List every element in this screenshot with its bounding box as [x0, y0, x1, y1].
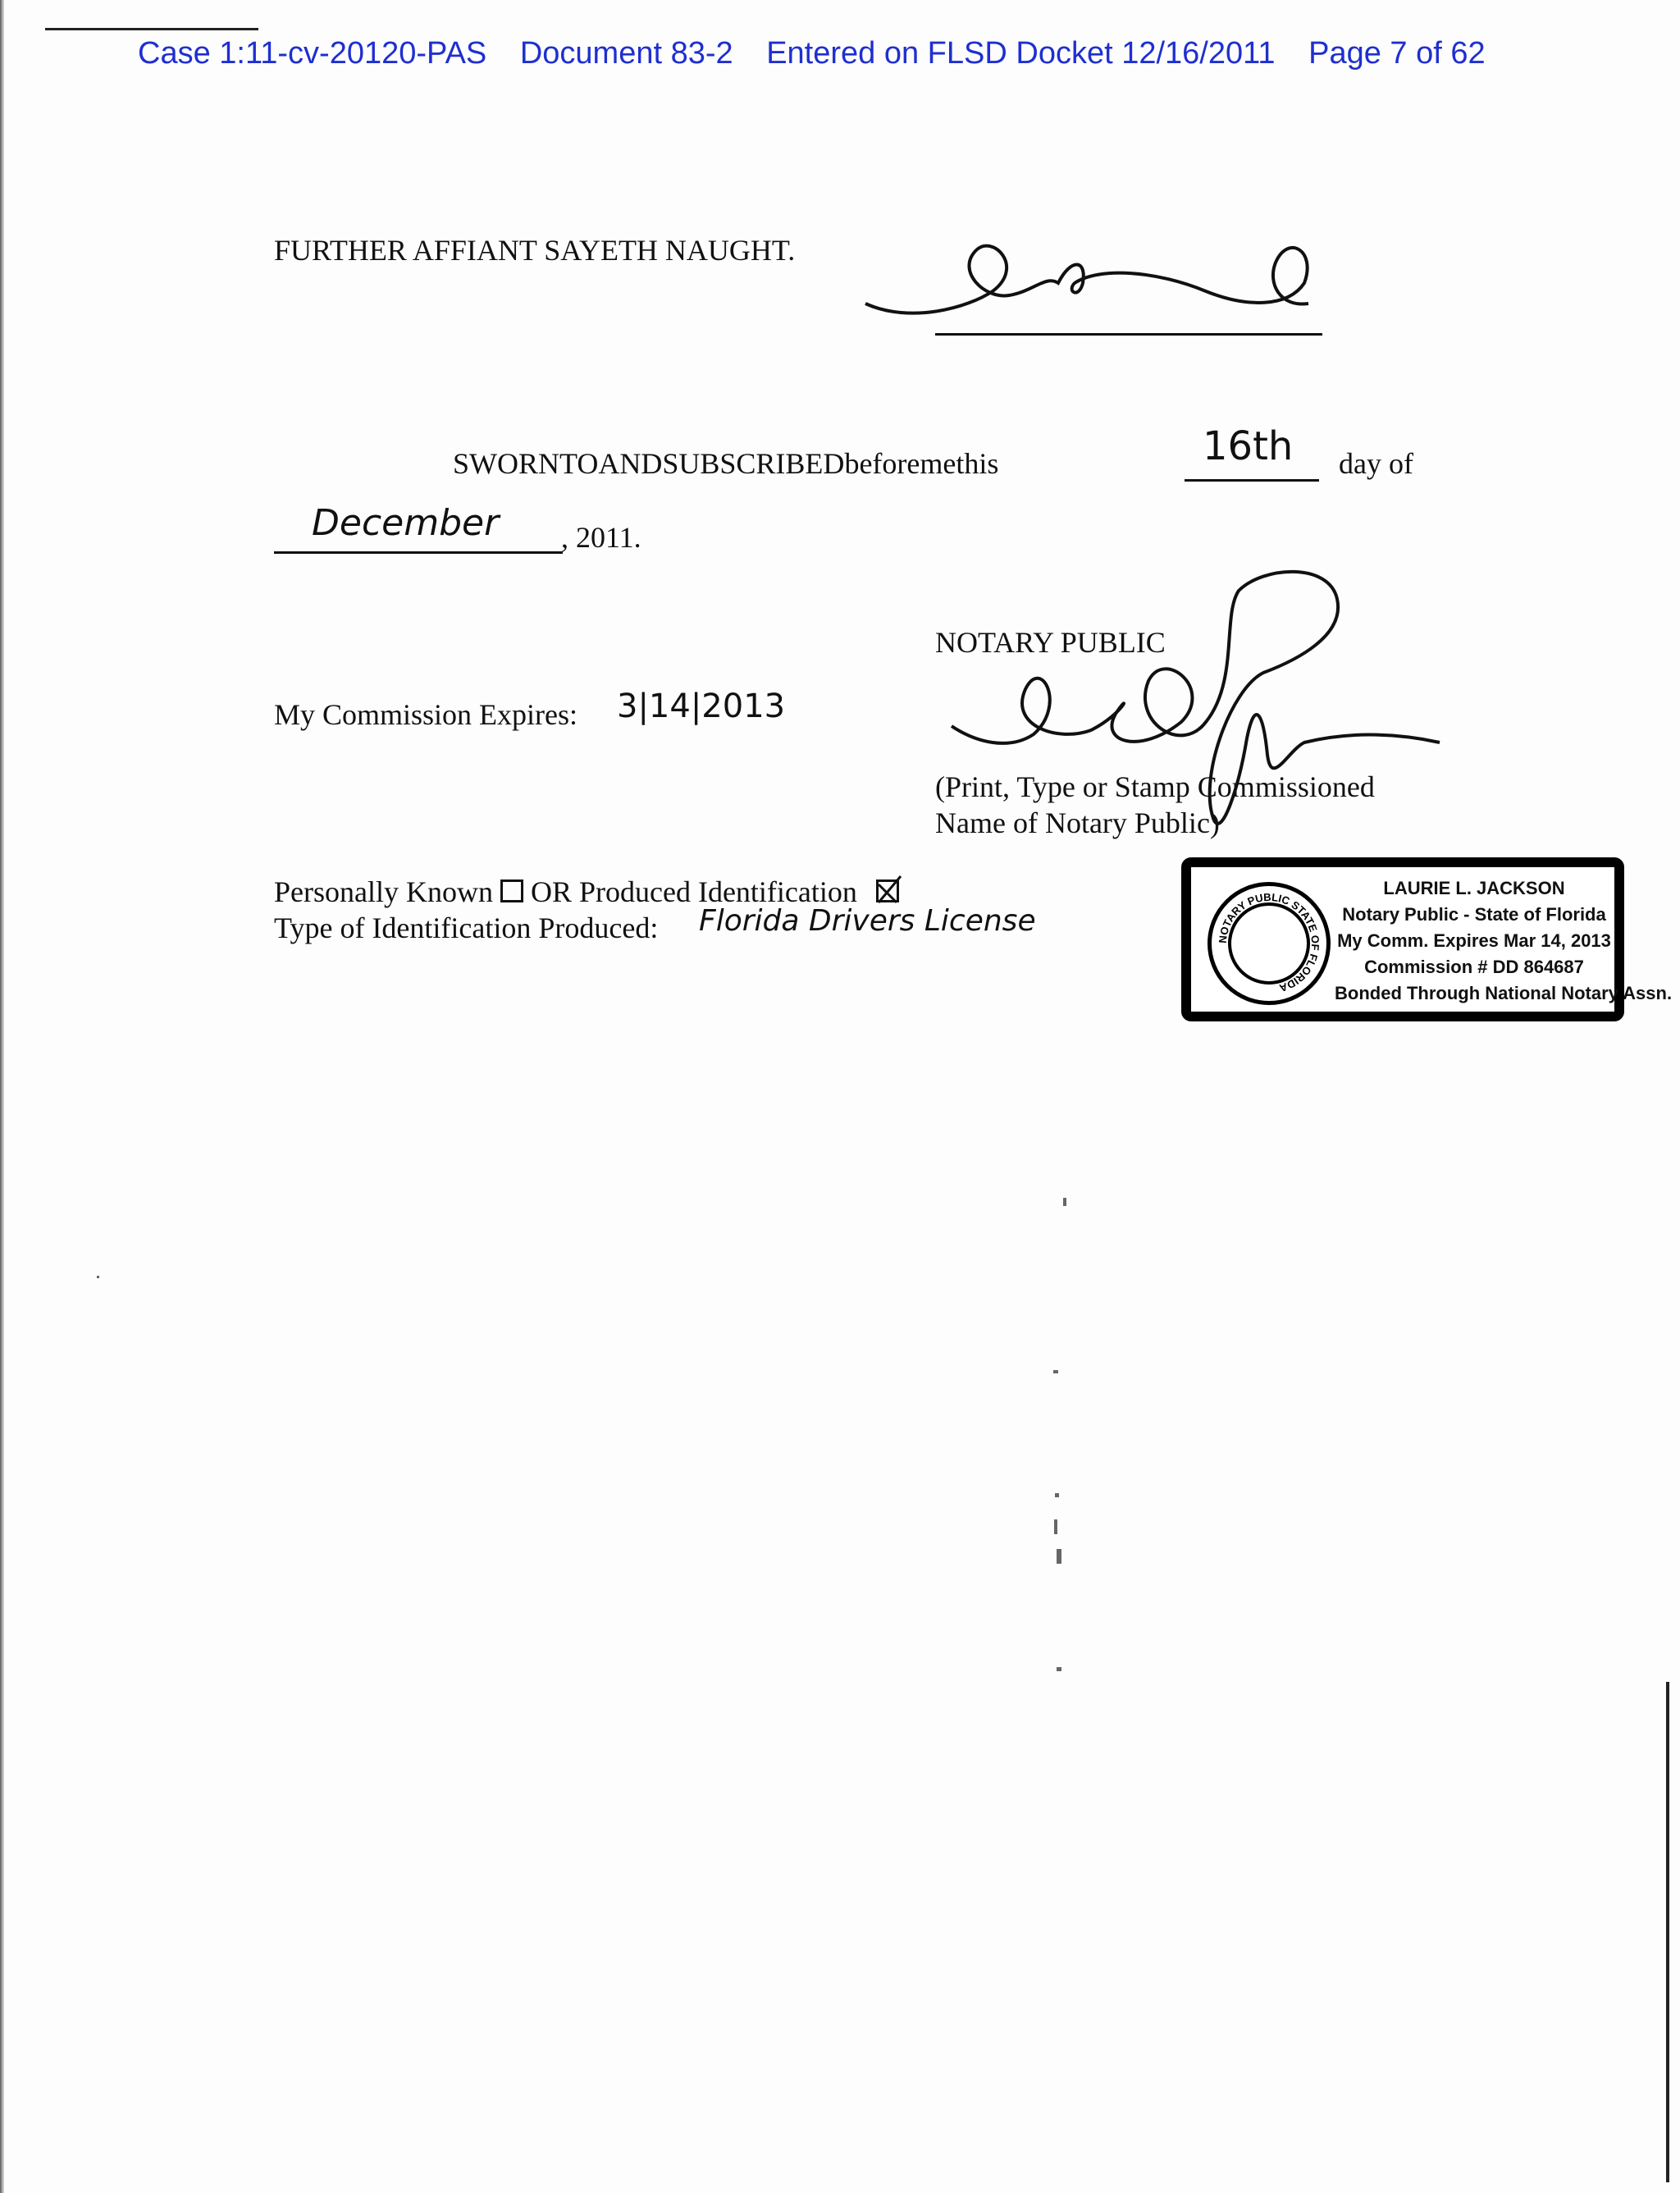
stamp-text	[1335, 875, 1673, 1007]
personally-known-label: Personally Known	[274, 875, 493, 908]
stamp-expires: My Comm. Expires Mar 14, 2013	[1337, 930, 1611, 951]
id-type-label: Type of Identification Produced:	[274, 911, 659, 944]
further-affiant-text: FURTHER AFFIANT SAYETH NAUGHT.	[274, 234, 796, 267]
scan-left-edge	[0, 0, 4, 2193]
notary-stamp	[1181, 857, 1673, 1021]
commission-expires-label: My Commission Expires:	[274, 698, 578, 731]
scan-speck	[1063, 1198, 1066, 1206]
scan-speck	[1054, 1519, 1057, 1534]
scan-speck	[1057, 1549, 1061, 1564]
produced-id-checkbox[interactable]	[876, 879, 899, 902]
sworn-word: SWORN	[453, 447, 560, 480]
day-handwritten: 16th	[1203, 423, 1294, 469]
stamp-name: LAURIE L. JACKSON	[1383, 878, 1565, 898]
print-name-line2: Name of Notary Public)	[935, 806, 1220, 839]
scan-speck	[1055, 1493, 1059, 1497]
personally-known-checkbox[interactable]	[500, 879, 523, 902]
month-blank-line	[274, 551, 563, 554]
header-case: Case 1:11-cv-20120-PAS	[138, 36, 487, 71]
id-type-handwritten: Florida Drivers License	[699, 904, 1036, 938]
stamp-bonded: Bonded Through National Notary Assn.	[1335, 983, 1673, 1003]
sworn-word: this	[956, 447, 999, 480]
day-blank-line	[1185, 479, 1319, 482]
print-name-line1: (Print, Type or Stamp Commissioned	[935, 770, 1375, 803]
header-entered: Entered on FLSD Docket 12/16/2011	[766, 36, 1276, 71]
sworn-word: TO	[559, 447, 599, 480]
scan-speck	[97, 1276, 99, 1278]
month-handwritten: December	[312, 502, 500, 544]
seal-text: NOTARY PUBLIC STATE OF FLORIDA	[1216, 890, 1322, 995]
scan-speck	[1053, 1370, 1058, 1373]
stamp-commission: Commission # DD 864687	[1364, 957, 1584, 977]
notary-public-label: NOTARY PUBLIC	[935, 626, 1166, 659]
header-page: Page 7 of 62	[1308, 36, 1486, 71]
sworn-word: before	[844, 447, 920, 480]
affiant-signature-line	[935, 333, 1322, 336]
sworn-word: SUBSCRIBED	[662, 447, 845, 480]
commission-date-handwritten: 3|14|2013	[617, 688, 786, 725]
notary-seal	[1208, 882, 1331, 1005]
sworn-word: me	[920, 447, 956, 480]
year-text: , 2011.	[561, 521, 641, 554]
sworn-line	[453, 446, 999, 481]
seal-inner-ring	[1228, 902, 1310, 985]
or-produced-label: OR Produced Identification	[530, 875, 857, 908]
day-of-text: day of	[1339, 447, 1413, 480]
check-mark-icon	[876, 872, 904, 905]
scan-speck	[1057, 1667, 1061, 1671]
stamp-title: Notary Public - State of Florida	[1342, 904, 1606, 925]
affiant-signature	[861, 234, 1337, 349]
sworn-word: AND	[598, 447, 663, 480]
scan-right-edge	[1666, 1682, 1669, 2182]
court-header	[138, 36, 1565, 71]
top-rule	[45, 28, 258, 30]
header-document: Document 83-2	[519, 36, 733, 71]
